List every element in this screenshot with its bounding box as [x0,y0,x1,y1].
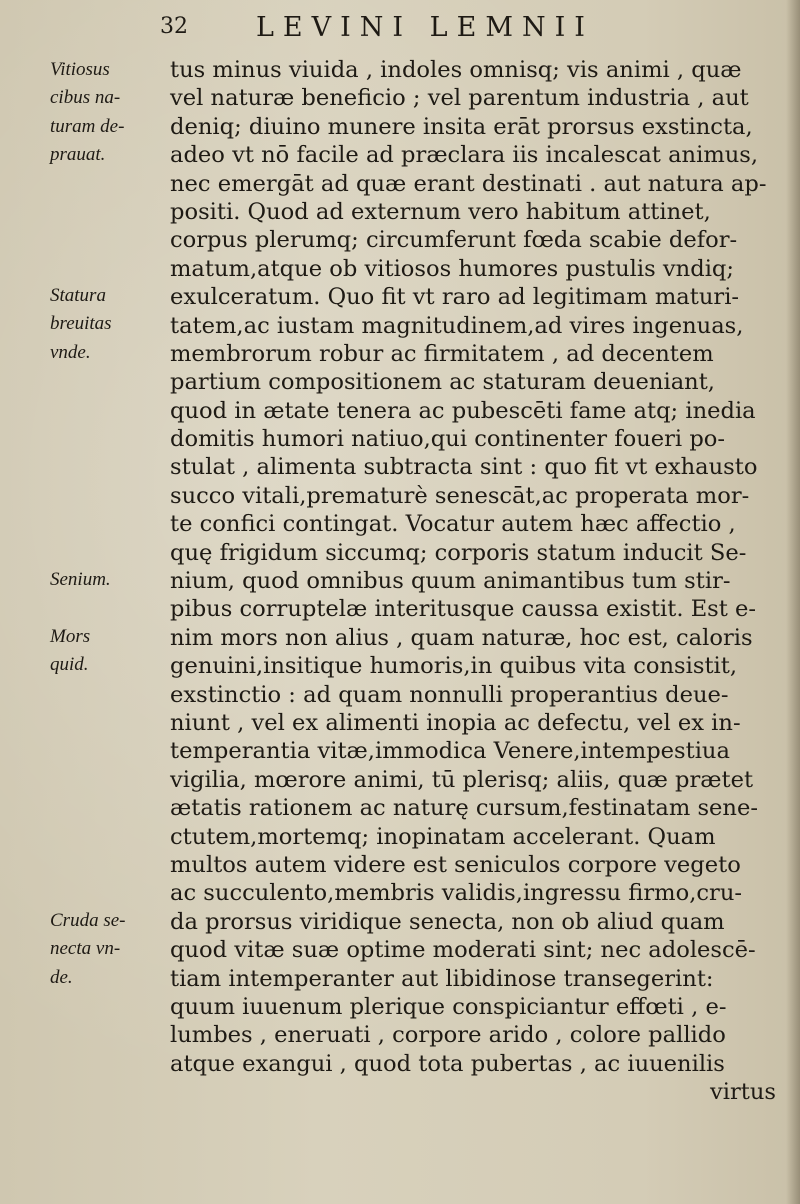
text-line: nim mors non alius , quam naturæ, hoc est, caloris [170,624,753,651]
text-line: vigilia, mœrore animi, tū plerisq; aliis, quæ prætet [170,766,754,793]
text-line: lumbes , eneruati , corpore arido , colore pallido [170,1022,726,1049]
marginal-note-statura [50,282,168,367]
text-line: stulat , alimenta subtracta sint : quo fit vt exhausto [170,454,758,481]
text-line: te confici contingat. Vocatur autem hæc affectio , [170,511,736,538]
marginal-note-senium [50,566,168,594]
text-line: partium compositionem ac staturam deueniant, [170,369,715,396]
marginal-line: vnde. [50,341,91,363]
marginal-note-cruda [50,907,168,992]
text-line: exulceratum. Quo fit vt raro ad legitimam maturi- [170,284,740,311]
marginal-line: quid. [50,654,89,676]
text-line: matum,atque ob vitiosos humores pustulis vndiq; [170,255,734,282]
text-line: exstinctio : ad quam nonnulli properantius deue- [170,681,729,708]
text-line: corpus plerumq; circumferunt fœda scabie defor- [170,227,738,254]
text-line: nec emergāt ad quæ erant destinati . aut natura ap- [170,170,767,197]
marginal-line: Statura [50,285,106,306]
running-title: LEVINI LEMNII [256,12,594,43]
text-line: positi. Quod ad externum vero habitum attinet, [170,198,711,225]
marginal-line: cibus na- [50,87,121,109]
text-line: genuini,insitique humoris,in quibus vita consistit, [170,653,738,680]
text-line: nium, quod omnibus quum animantibus tum stir- [170,568,731,595]
text-line: quod vitæ suæ optime moderati sint; nec adolescē- [170,937,756,964]
text-line: domitis humori natiuo,qui continenter foueri po- [170,426,726,453]
text-line: adeo vt nō facile ad præclara iis incalescat animus, [170,142,759,169]
text-line: quod in ætate tenera ac pubescēti fame atq; inedia [170,397,756,424]
text-line: vel naturæ beneficio ; vel parentum industria , aut [170,85,749,112]
text-line: deniq; diuino munere insita erāt prorsus exstincta, [170,113,753,140]
marginal-line: Senium. [50,569,111,590]
marginal-line: de. [50,966,73,988]
text-line: niunt , vel ex alimenti inopia ac defectu, vel ex in- [170,709,741,736]
marginal-line: prauat. [50,144,106,166]
marginal-note-vitiosus [50,56,168,170]
marginal-line: Cruda se- [50,910,126,931]
text-line: quum iuuenum plerique conspiciantur effœti , e- [170,993,727,1020]
marginal-line: Vitiosus [50,59,110,80]
text-line: temperantia vitæ,immodica Venere,intempestiua [170,738,730,765]
text-line: quę frigidum siccumq; corporis statum inducit Se- [170,539,747,566]
catchword: virtus [709,1079,776,1106]
text-line: membrorum robur ac firmitatem , ad decentem [170,340,714,367]
marginal-note-mors [50,623,168,680]
page-number: 32 [160,14,188,39]
text-line: ac succulento,membris validis,ingressu firmo,cru- [170,880,743,907]
marginal-line: turam de- [50,115,125,137]
text-line: tatem,ac iustam magnitudinem,ad vires ingenuas, [170,312,744,339]
text-line: pibus corruptelæ interitusque caussa existit. Est e- [170,596,757,623]
text-line: atque exangui , quod tota pubertas , ac iuuenilis [170,1050,725,1077]
text-line: ctutem,mortemq; inopinatam accelerant. Quam [170,823,716,850]
text-line: da prorsus viridique senecta, non ob aliud quam [170,908,725,935]
text-line: tiam intemperanter aut libidinose transegerint: [170,965,714,992]
text-line: ætatis rationem ac naturę cursum,festinatam sene- [170,795,758,822]
text-line: tus minus viuida , indoles omnisq; vis animi , quæ [170,57,742,83]
marginal-line: Mors [50,626,91,647]
body-text [170,56,800,1106]
marginal-line: necta vn- [50,938,121,960]
marginal-line: breuitas [50,313,112,335]
page-header [160,12,780,46]
text-line: succo vitali,prematurè senescāt,ac properata mor- [170,482,750,509]
text-line: multos autem videre est seniculos corpore vegeto [170,851,741,878]
